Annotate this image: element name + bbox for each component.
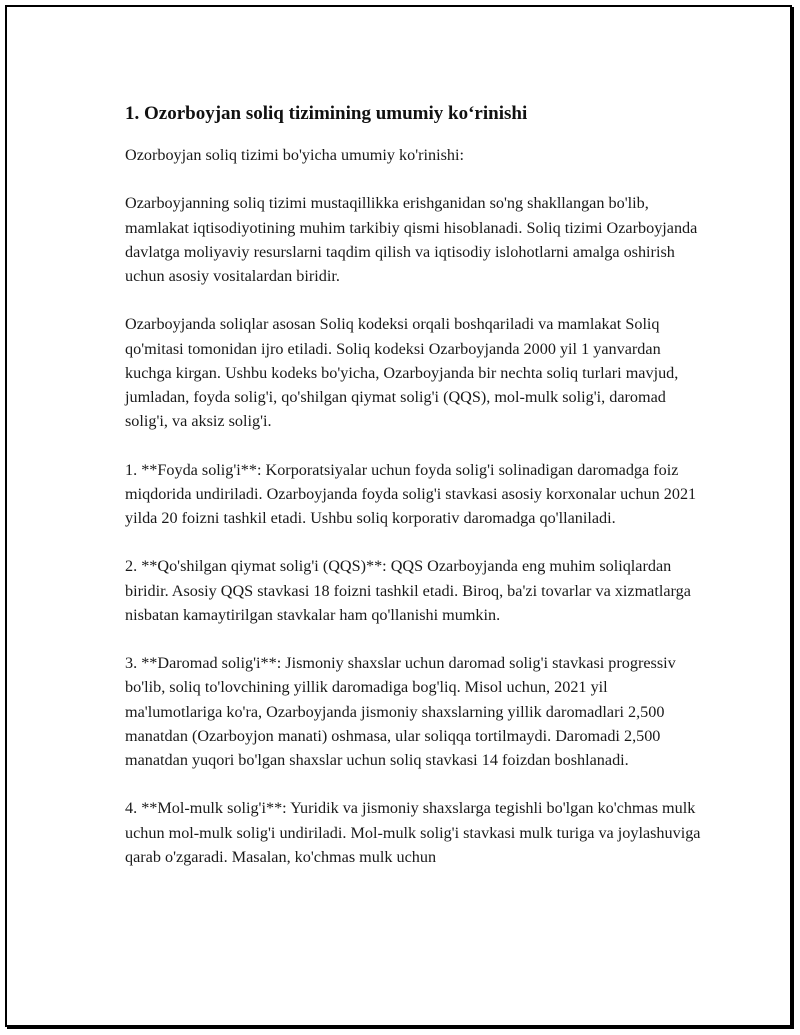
paragraph-profit-tax: 1. **Foyda solig'i**: Korporatsiyalar uchun foyda solig'i solinadigan daromadga foiz miqdorida undiriladi. Ozarboyjanda foyda solig'i stavkasi asosiy korxonalar uchun 2021 yilda 20 foizni tashkil etadi. Ushbu soliq korporativ daromadga qo'llaniladi.	[125, 460, 697, 527]
paragraph-vat: 2. **Qo'shilgan qiymat solig'i (QQS)**: QQS Ozarboyjanda eng muhim soliqlardan biridir. Asosiy QQS stavkasi 18 foizni tashkil etadi. Biroq, ba'zi tovarlar va xizmatlarga nisbatan kamaytirilgan stavkalar ham qo'llanishi mumkin.	[125, 557, 691, 624]
paragraph-property-tax: 4. **Mol-mulk solig'i**: Yuridik va jismoniy shaxslarga tegishli bo'lgan ko'chmas mulk uchun mol-mulk solig'i undiriladi. Mol-mulk solig'i stavkasi mulk turiga va joylashuviga qarab o'zgaradi. Masalan, ko'chmas mulk uchun	[125, 799, 701, 866]
paragraph-tax-code: Ozarboyjanda soliqlar asosan Soliq kodeksi orqali boshqariladi va mamlakat Soliq qo'mitasi tomonidan ijro etiladi. Soliq kodeksi Ozarboyjanda 2000 yil 1 yanvardan kuchga kirgan. Ushbu kodeks bo'yicha, Ozarboyjanda bir nechta soliq turlari mavjud, jumladan, foyda solig'i, qo'shilgan qiymat solig'i (QQS), mol-mulk solig'i, daromad solig'i, va aksiz solig'i.	[125, 315, 679, 431]
paragraph-income-tax: 3. **Daromad solig'i**: Jismoniy shaxslar uchun daromad solig'i stavkasi progressiv bo'lib, soliq to'lovchining yillik daromadiga bog'liq. Misol uchun, 2021 yil ma'lumotlariga ko'ra, Ozarboyjanda jismoniy shaxslarning yillik daromadlari 2,500 manatdan (Ozarboyjon manati) oshmasa, ular soliqqa tortilmaydi. Daromadi 2,500 manatdan yuqori bo'lgan shaxslar uchun soliq stavkasi 14 foizdan boshlanadi.	[125, 654, 676, 769]
paragraph-overview: Ozarboyjanning soliq tizimi mustaqillikka erishganidan so'ng shakllangan bo'lib, mamlakat iqtisodiyotining muhim tarkibiy qismi hisoblanadi. Soliq tizimi Ozarboyjanda davlatga moliyaviy resurslarni taqdim qilish va iqtisodiy islohotlarni amalga oshirish uchun asosiy vositalardan biridir.	[125, 194, 698, 285]
intro-paragraph: Ozorboyjan soliq tizimi bo'yicha umumiy ko'rinishi:	[125, 146, 464, 164]
document-page	[5, 5, 792, 1027]
document-body	[125, 101, 705, 893]
document-heading: 1. Ozorboyjan soliq tizimining umumiy ko‘rinishi	[125, 103, 528, 124]
